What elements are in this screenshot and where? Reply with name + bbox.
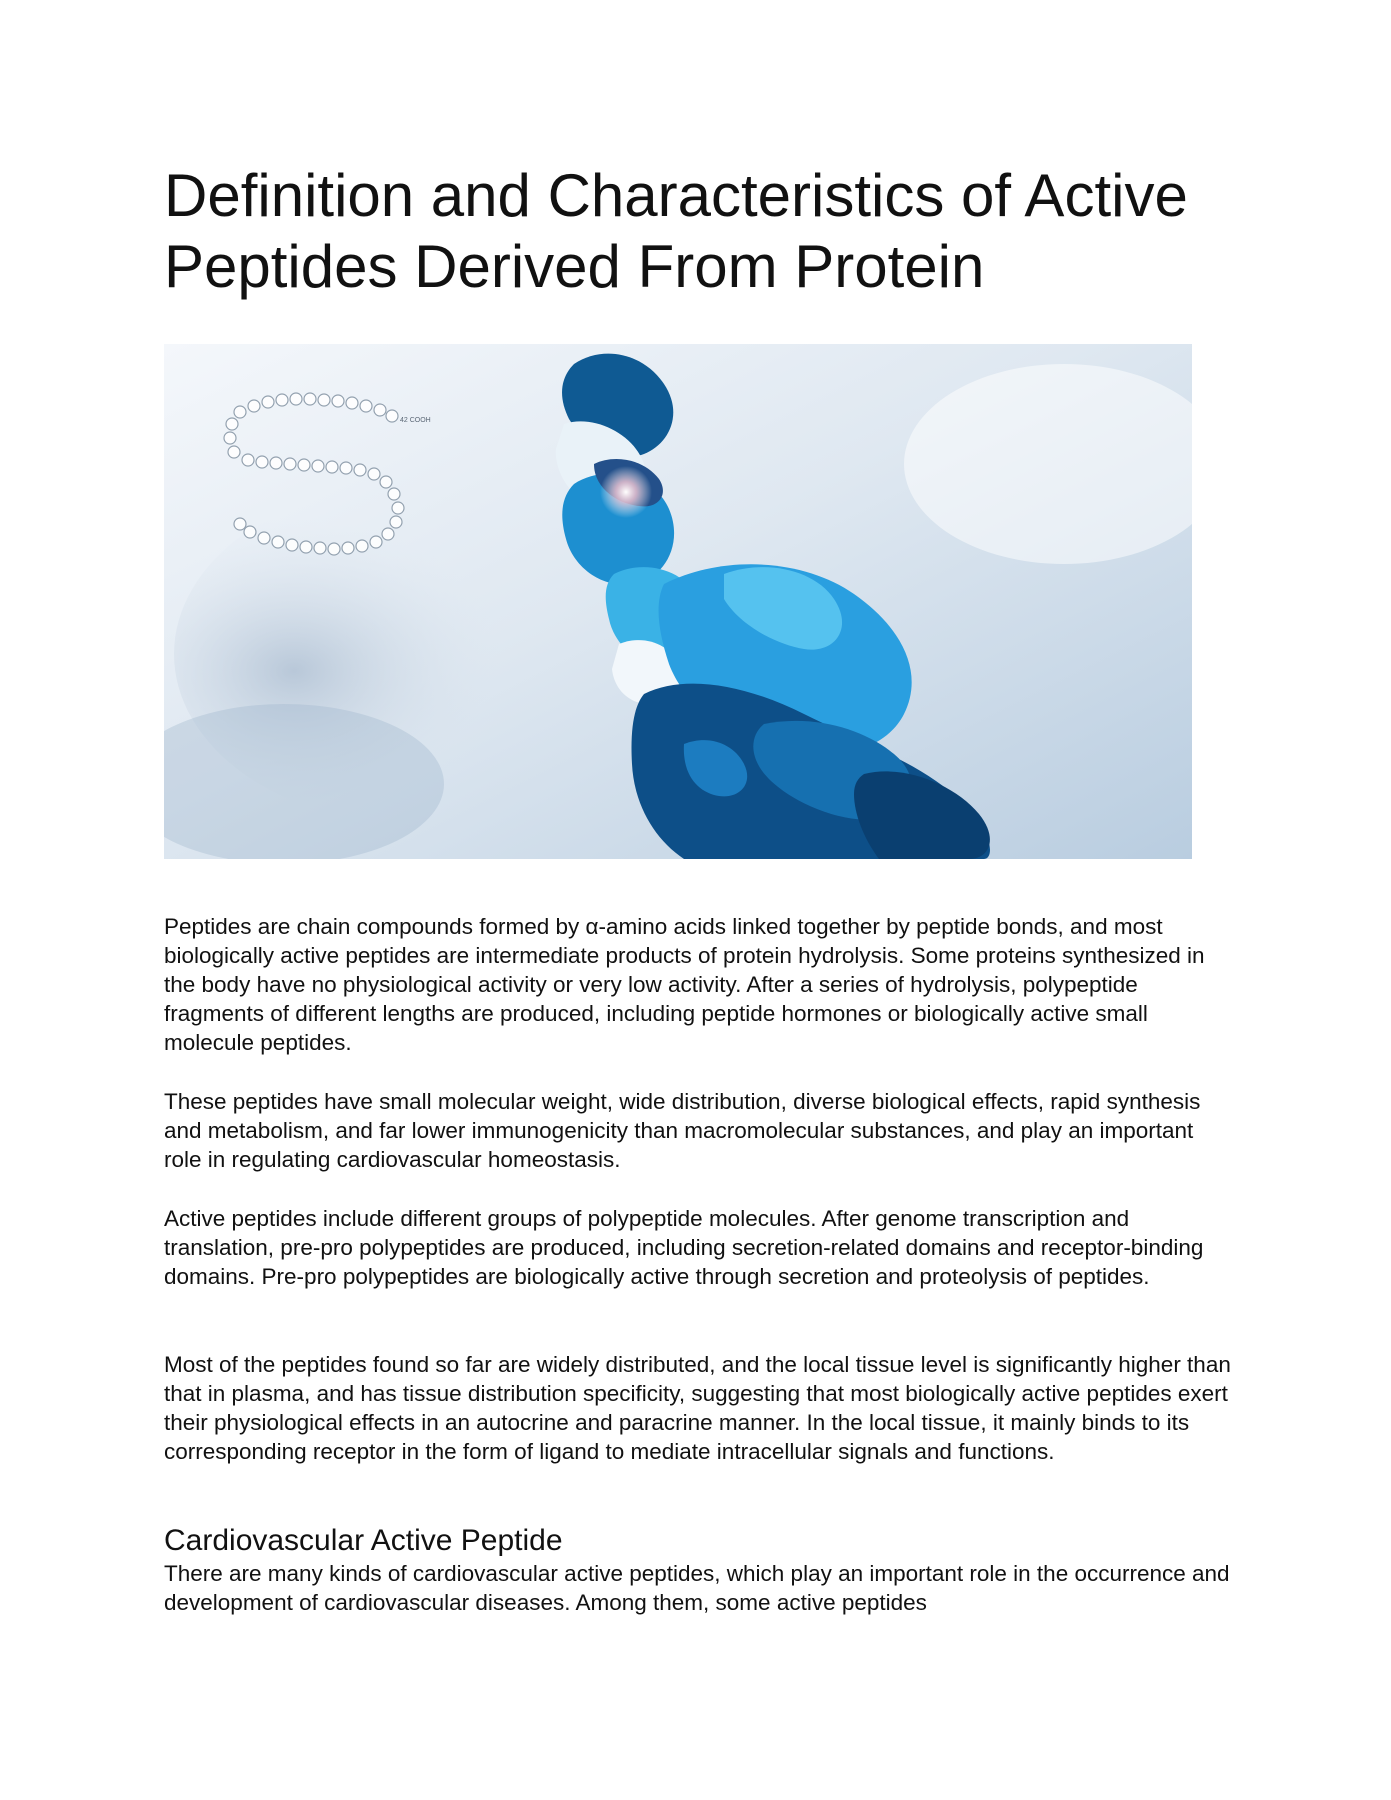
- paragraph-3: Active peptides include different groups of polypeptide molecules. After genome transcription and translation, pre-pro polypeptides are produced, including secretion-related domains and receptor-binding domains. Pre-pro polypeptides are biologically active through secretion and proteolysis of peptides.: [164, 1206, 1204, 1289]
- chain-terminus-label: 42 COOH: [400, 417, 431, 424]
- section-paragraph: There are many kinds of cardiovascular active peptides, which play an important role in the occurrence and development of cardiovascular diseases. Among them, some active peptides: [164, 1561, 1230, 1615]
- paragraph-4: Most of the peptides found so far are widely distributed, and the local tissue level is significantly higher than that in plasma, and has tissue distribution specificity, suggesting that most biologically active peptides exert their physiological effects in an autocrine and paracrine manner. In the local tissue, it mainly binds to its corresponding receptor in the form of ligand to mediate intracellular signals and functions.: [164, 1352, 1231, 1464]
- protein-illustration: [164, 344, 1192, 859]
- paragraph-2: These peptides have small molecular weight, wide distribution, diverse biological effects, rapid synthesis and metabolism, and far lower immunogenicity than macromolecular substances, and play an important role in regulating cardiovascular homeostasis.: [164, 1089, 1201, 1172]
- hero-image: [164, 344, 1192, 859]
- paragraph-1: Peptides are chain compounds formed by α-amino acids linked together by peptide bonds, and most biologically active peptides are intermediate products of protein hydrolysis. Some proteins synthesized in the body have no physiological activity or very low activity. After a series of hydrolysis, polypeptide fragments of different lengths are produced, including peptide hormones or biologically active small molecule peptides.: [164, 914, 1205, 1055]
- section-heading: Cardiovascular Active Peptide: [164, 1524, 563, 1557]
- document-title: Definition and Characteristics of Active Peptides Derived From Protein: [164, 162, 1188, 300]
